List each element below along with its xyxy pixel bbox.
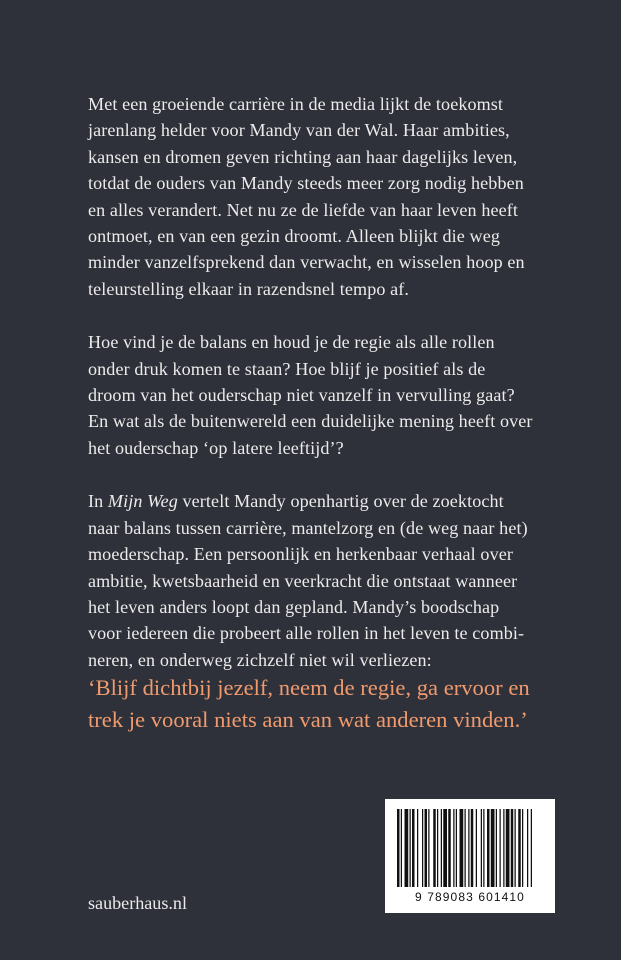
quote-line: ‘Blijf dichtbij jezelf, neem de regie, ga ervoor en xyxy=(88,675,530,700)
text-line: ambitie, kwetsbaarheid en veerkracht die ontstaat wanneer xyxy=(88,570,518,591)
barcode-bar xyxy=(531,809,532,887)
text-line: en alles verandert. Net nu ze de liefde van haar leven heeft xyxy=(88,199,518,220)
text-fragment: In xyxy=(88,491,108,512)
highlight-quote xyxy=(88,672,588,736)
barcode-bar xyxy=(506,809,510,887)
text-line: droom van het ouderschap niet vanzelf in vervulling gaat? xyxy=(88,385,515,406)
barcode-bar xyxy=(522,809,523,887)
barcode-bar xyxy=(503,809,504,887)
barcode-bar xyxy=(401,809,402,887)
blurb-text xyxy=(88,91,558,700)
barcode-bar xyxy=(437,809,438,887)
isbn-barcode xyxy=(385,799,555,913)
barcode-bar xyxy=(487,809,490,887)
barcode-bar xyxy=(460,809,464,887)
isbn-number: 9 789083 601410 xyxy=(415,890,525,904)
barcode-bar xyxy=(456,809,457,887)
barcode-bar xyxy=(433,809,436,887)
barcode-bar xyxy=(491,809,495,887)
text-line: het leven anders loopt dan gepland. Mandy’s boodschap xyxy=(88,596,500,617)
publisher-website: sauberhaus.nl xyxy=(88,893,187,913)
barcode-bar xyxy=(500,809,501,887)
barcode-bar xyxy=(453,809,454,887)
text-line: voor iedereen die probeert alle rollen in het leven te combi- xyxy=(88,623,525,644)
barcode-bar xyxy=(515,809,516,887)
barcode-bar xyxy=(428,809,429,887)
barcode-bar xyxy=(417,809,418,887)
text-line: onder druk komen te staan? Hoe blijf je positief als de xyxy=(88,358,486,379)
barcode-bar xyxy=(481,809,482,887)
barcode-bar xyxy=(518,809,521,887)
barcode-bar xyxy=(422,809,423,887)
quote-line: trek je vooral niets aan van wat anderen vinden.’ xyxy=(88,707,528,732)
text-line: jarenlang helder voor Mandy van der Wal. Haar ambities, xyxy=(88,120,510,141)
barcode-bar xyxy=(465,809,466,887)
text-line: En wat als de buitenwereld een duidelijke mening heeft over xyxy=(88,411,533,432)
text-line: minder vanzelfsprekend dan verwacht, en wisselen hoop en xyxy=(88,252,525,273)
text-line: totdat de ouders van Mandy steeds meer zorg nodig hebben xyxy=(88,173,524,194)
barcode-bar xyxy=(471,809,474,887)
text-line: Hoe vind je de balans en houd je de regie als alle rollen xyxy=(88,332,495,353)
barcode-bar xyxy=(443,809,447,887)
barcode-bar xyxy=(410,809,411,887)
barcode-bar xyxy=(448,809,451,887)
barcode-bar xyxy=(483,809,484,887)
barcode-bar xyxy=(412,809,415,887)
barcode-bar xyxy=(397,809,400,887)
barcode-bar xyxy=(425,809,428,887)
book-title: Mijn Weg xyxy=(107,491,178,512)
blurb-paragraph-2 xyxy=(88,329,558,461)
text-line: Met een groeiende carrière in de media lijkt de toekomst xyxy=(88,94,504,114)
barcode-bar xyxy=(527,809,528,887)
text-line: naar balans tussen carrière, mantelzorg en (de weg naar het) xyxy=(88,517,528,538)
text-line: neren, en onderweg zichzelf niet wil verliezen: xyxy=(88,649,432,670)
text-line: ontmoet, en van een gezin droomt. Alleen blijkt die weg xyxy=(88,226,500,247)
text-fragment: vertelt Mandy openhartig over de zoektocht xyxy=(177,491,504,512)
blurb-paragraph-1 xyxy=(88,91,558,302)
barcode-bar xyxy=(468,809,469,887)
text-line xyxy=(88,488,558,514)
barcode-bar xyxy=(496,809,497,887)
text-line: kansen en dromen geven richting aan haar dagelijks leven, xyxy=(88,146,518,167)
text-line: het ouderschap ‘op latere leeftijd’? xyxy=(88,437,344,458)
barcode-bar xyxy=(405,809,409,887)
blurb-paragraph-3 xyxy=(88,488,558,673)
barcode-bar xyxy=(476,809,477,887)
barcode-bar xyxy=(511,809,514,887)
barcode-bar xyxy=(441,809,442,887)
text-line: teleurstelling elkaar in razendsnel tempo af. xyxy=(88,278,410,299)
text-line: moederschap. Een persoonlijk en herkenbaar verhaal over xyxy=(88,544,513,565)
